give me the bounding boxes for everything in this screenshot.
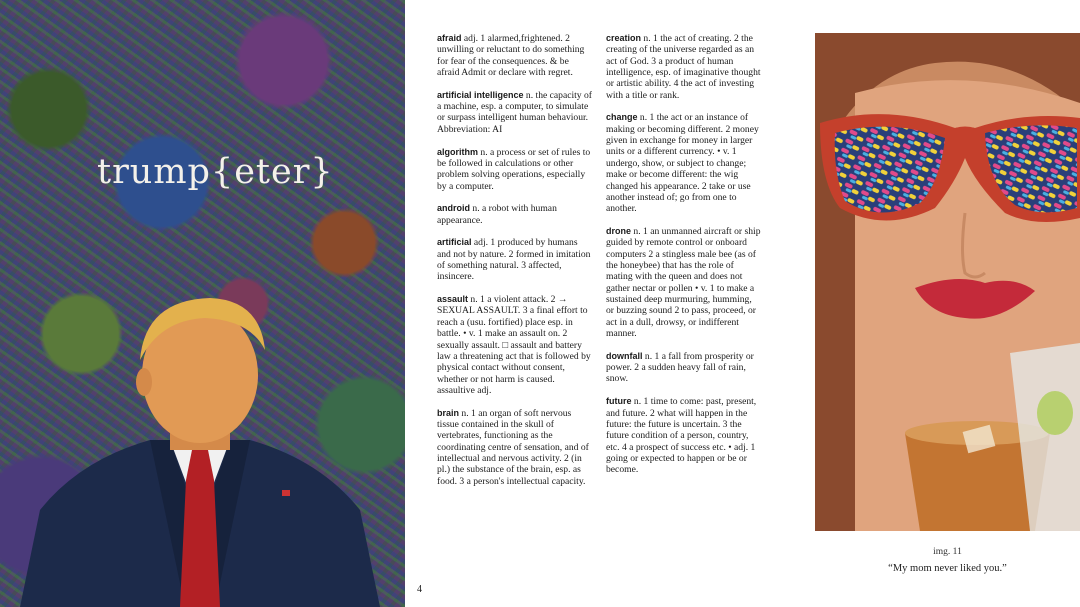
dictionary-entry: [437, 237, 592, 282]
page-number: 4: [417, 584, 422, 595]
image-caption-label: img. 11: [933, 547, 962, 557]
headword: downfall: [606, 350, 643, 361]
headword: algorithm: [437, 146, 479, 157]
portrait-figure: [20, 290, 380, 607]
image-caption-quote: “My mom never liked you.”: [888, 563, 1007, 574]
definition: n. 1 an unmanned aircraft or ship guided by remote control or onboard computers 2 a stingless male bee (as of the honeybee) that has the role of mating with the queen and does not gather nectar or pollen • v. 1 to make a sustained deep murmuring, humming, or buzzing sound 2 to pass, proceed, or act in a dull, drowsy, or indifferent manner.: [606, 225, 761, 340]
dictionary-entry: [437, 294, 592, 396]
collage-artwork-right: [815, 33, 1080, 531]
headword: future: [606, 396, 632, 407]
headword: assault: [437, 294, 469, 305]
definition: n. 1 time to come: past, present, and future. 2 what will happen in the future: the future is uncertain. 3 the future condition of a person, country, etc. 4 a prospect of success etc. • adj. 1 going or expected to happen or be or become.: [606, 396, 757, 476]
collage-artwork-left: [0, 0, 405, 607]
dictionary-entry: [606, 112, 761, 214]
dictionary-column-1: [437, 33, 592, 498]
artwork-title: trump{eter}: [97, 152, 334, 192]
dictionary-entry: [606, 33, 761, 101]
dictionary-entry: [437, 147, 592, 192]
headword: android: [437, 203, 470, 214]
dictionary-column-2: [606, 33, 761, 487]
headword: creation: [606, 33, 642, 43]
definition: n. 1 the act or an instance of making or becoming different. 2 money given in exchange for money in larger units or a different currency. • v. 1 undergo, show, or subject to change; make or become different: the wig changed his appearance. 2 take or use another instead of; go from one to another.: [606, 112, 759, 215]
dictionary-entry: [606, 351, 761, 385]
definition: n. a robot with human appearance.: [437, 203, 557, 226]
headword: artificial: [437, 237, 472, 248]
headword: change: [606, 112, 638, 123]
headword: brain: [437, 407, 460, 418]
dictionary-entry: [437, 408, 592, 487]
dictionary-entry: [437, 90, 592, 135]
headword: artificial intelligence: [437, 89, 524, 100]
woman-with-sunglasses-image: [815, 33, 1080, 531]
headword: afraid: [437, 33, 462, 43]
definition: n. a process or set of rules to be followed in calculations or other problem solving operations, especially by a computer.: [437, 146, 591, 192]
definition: n. 1 a violent attack. 2 → SEXUAL ASSAULT. 3 a final effort to reach a (usu. fortified) place esp. in battle. • v. 1 make an assault on. 2 sexually assault. □ assault and battery law a threatening act that is followed by physical contact without consent, whether or not harm is caused. assaultive adj.: [437, 294, 591, 396]
definition: adj. 1 produced by humans and not by nature. 2 formed in imitation of something natural. 3 affected, insincere.: [437, 237, 591, 283]
headword: drone: [606, 225, 632, 236]
dictionary-entry: [437, 203, 592, 226]
definition: n. the capacity of a machine, esp. a computer, to simulate or surpass intelligent human behaviour. Abbreviation: AI: [437, 89, 592, 135]
dictionary-entry: [437, 33, 592, 78]
definition: n. 1 a fall from prosperity or power. 2 a sudden heavy fall of rain, snow.: [606, 350, 754, 385]
definition: n. 1 the act of creating. 2 the creating of the universe regarded as an act of God. 3 a product of human intelligence, esp. of imaginative thought or artistic ability. 4 the act of investing with a title or rank.: [606, 33, 761, 101]
dictionary-entry: [606, 226, 761, 339]
definition: n. 1 an organ of soft nervous tissue contained in the skull of vertebrates, functioning as the coordinating centre of sensation, and of intellectual and nervous activity. 2 (in pl.) the substance of the brain, esp. as food. 3 a person's intellectual capacity.: [437, 407, 589, 487]
definition: adj. 1 alarmed,frightened. 2 unwilling or reluctant to do something for fear of the consequences. & be afraid Admit or declare with regret.: [437, 33, 585, 79]
dictionary-entry: [606, 396, 761, 475]
